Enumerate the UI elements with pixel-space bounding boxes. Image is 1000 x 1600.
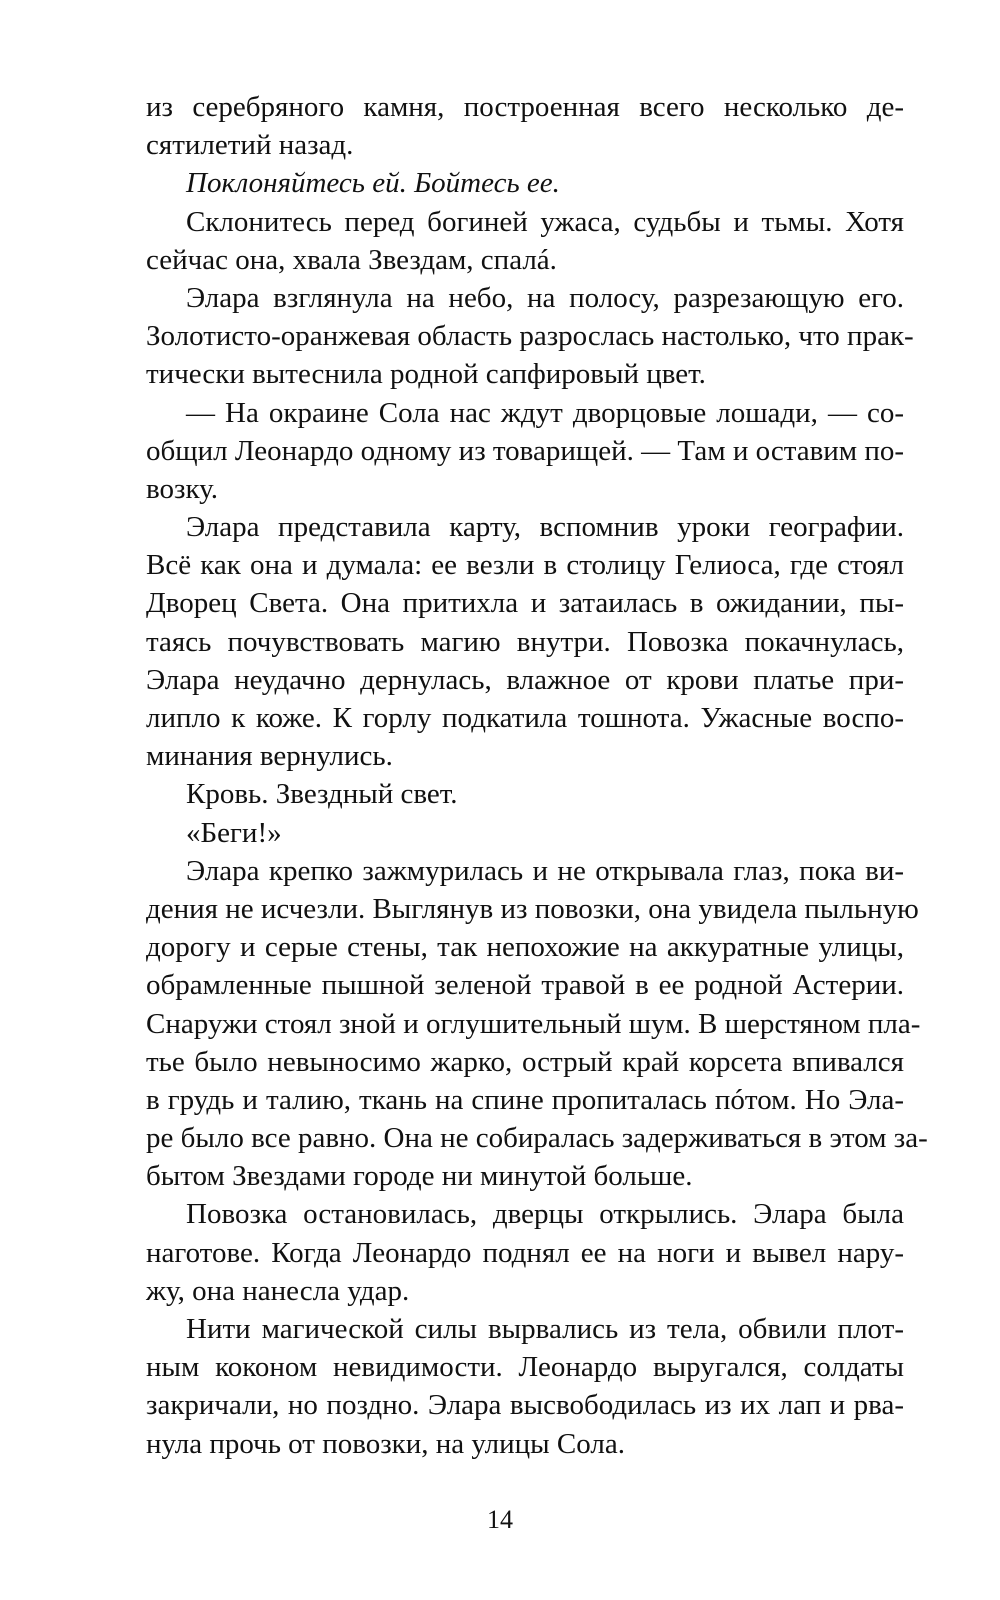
text-line: сейчас она, хвала Звездам, спалá. — [146, 243, 557, 276]
text-line: Кровь. Звездный свет. — [186, 778, 458, 811]
text-line: «Беги!» — [186, 816, 282, 849]
text-line: в грудь и талию, ткань на спине пропиталась пóтом. Но Эла- — [146, 1083, 904, 1116]
text-line: из серебряного камня, построенная всего несколько де- — [146, 91, 904, 123]
text-line: Снаружи стоял зной и оглушительный шум. В шерстяном пла- — [146, 1007, 921, 1040]
text-line: наготове. Когда Леонардо поднял ее на ноги и вывел нару- — [146, 1236, 904, 1269]
text-line: бытом Звездами городе ни минутой больше. — [146, 1160, 693, 1193]
text-line: обрамленные пышной зеленой травой в ее родной Астерии. — [146, 969, 904, 1002]
text-line: Элара крепко зажмурилась и не открывала глаз, пока ви- — [186, 854, 904, 887]
page-number: 14 — [487, 1505, 513, 1534]
text-line: Элара представила карту, вспомнив уроки географии. — [186, 511, 904, 544]
text-line: ре было все равно. Она не собиралась задерживаться в этом за- — [146, 1122, 928, 1155]
text-line: Дворец Света. Она притихла и затаилась в ожидании, пы- — [146, 587, 904, 620]
text-line: нула прочь от повозки, на улицы Сола. — [146, 1427, 625, 1460]
text-line: Повозка остановилась, дверцы открылись. Элара была — [186, 1198, 904, 1231]
text-line: минания вернулись. — [146, 740, 393, 773]
text-line: жу, она нанесла удар. — [146, 1274, 410, 1307]
text-line: общил Леонардо одному из товарищей. — Там и оставим по- — [146, 434, 905, 467]
text-line: Элара взглянула на небо, на полосу, разрезающую его. — [186, 281, 904, 314]
text-line: ным коконом невидимости. Леонардо выругался, солдаты — [146, 1351, 904, 1384]
text-line: дорогу и серые стены, так непохожие на аккуратные улицы, — [146, 931, 904, 964]
text-line: тически вытеснила родной сапфировый цвет. — [146, 358, 706, 391]
text-line: липло к коже. К горлу подкатила тошнота. Ужасные воспо- — [146, 702, 904, 734]
text-line: Элара неудачно дернулась, влажное от крови платье при- — [146, 663, 904, 696]
text-line: сятилетий назад. — [146, 129, 354, 162]
text-line: Склонитесь перед богиней ужаса, судьбы и тьмы. Хотя — [186, 205, 904, 238]
text-line: Нити магической силы вырвались из тела, обвили плот- — [186, 1313, 904, 1345]
text-line: таясь почувствовать магию внутри. Повозка покачнулась, — [146, 625, 904, 658]
page-body-text — [146, 88, 928, 1463]
text-line: дения не исчезли. Выглянув из повозки, она увидела пыльную — [146, 892, 919, 925]
text-line: тье было невыносимо жарко, острый край корсета впивался — [146, 1045, 904, 1078]
text-line: Золотисто-оранжевая область разрослась настолько, что прак- — [146, 320, 914, 353]
text-line: — На окраине Сола нас ждут дворцовые лошади, — со- — [186, 396, 904, 429]
text-line-italic: Поклоняйтесь ей. Бойтесь ее. — [186, 167, 560, 200]
text-line: закричали, но поздно. Элара высвободилась из их лап и рва- — [146, 1389, 904, 1422]
text-line: Всё как она и думала: ее везли в столицу Гелиоса, где стоял — [146, 549, 904, 582]
text-line: возку. — [146, 472, 218, 505]
